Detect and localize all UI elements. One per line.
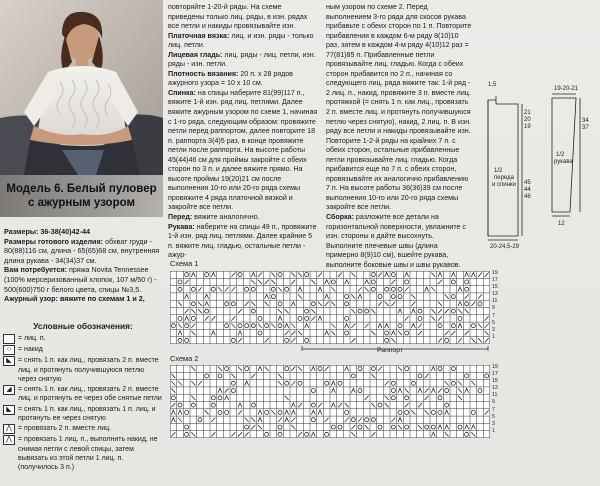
para: Платочная вязка: лиц. и изн. ряды - только лиц. петли. [168, 31, 314, 50]
front-height-label: 44 [524, 187, 531, 193]
front-top-label: 1,5 [488, 82, 497, 88]
legend-symbol: ◣ [3, 356, 15, 366]
pattern-note: Ажурный узор: вяжите по схемам 1 и 2, [4, 294, 145, 304]
sleeve-bottom-label: 12 [558, 221, 565, 227]
legend [3, 322, 163, 474]
para: Плотность вязания: 20 п. x 28 рядов ажурного узора = 10 x 10 см. [168, 69, 293, 88]
caption-line-2: с ажурным узором [28, 197, 135, 209]
para: ным узором по схеме 2. Перед выполнением 3-го ряда для скосов рукава прибавьте с обеих сторон по 1 п. Повторите прибавления в каждом 6-м ряду 8(10)10 раз, затем в каждом 4-м ряду 4(10)12 раз = 77(81)85 п. Прибавленные петли провязывайте лиц. гладью. Когда с обеих сторон прибавится по 2 п., начиная со следующего лиц. ряда вяжите так: 1-й ряд - 2 лиц. п., накид, провяжите 3 п. вместе лиц. протяжкой (= снять 1 п. как лиц., провязать 2 п. вместе лиц. и протянуть получившуюся петлю через снятую), накид, 2 лиц. п. В изн. ряду все петли и накиды провязывайте изн. Повторите 1-2-й ряды на крайних 7 п. с обеих сторон, остальные прибавленные петли провязывайте лиц. гладью. Когда прибавится еще по 7 п. с обеих сторон, провязывайте их аналогично прибавлению 7 п. На высоте работы 36(36)39 см после выполнения 10-го или 20-го ряда схемы закройте все петли. [326, 3, 472, 212]
schema-1-row-numbers: 19 17 15 13 11 9 7 5 3 1 [492, 270, 498, 340]
front-label: и спинки [492, 182, 516, 188]
legend-symbol: ⋀ [3, 424, 15, 434]
sleeve-top-label: 19-20-21 [554, 86, 579, 92]
para: повторяйте 1-20-й ряды. На схеме приведены только лиц. ряды, в изн. рядах все петли и накиды провязывайте изн. [168, 3, 308, 31]
schema-2-chart [170, 365, 490, 438]
legend-symbol: ◣ [3, 405, 15, 415]
caption-line-1: Модель 6. Белый пуловер [6, 183, 157, 195]
front-side-label: 19 [524, 124, 531, 130]
measurement-diagram [478, 60, 598, 250]
model-caption [0, 175, 163, 217]
schema-2-row-numbers: 19 17 15 13 11 9 7 5 3 1 [492, 364, 498, 434]
front-height-label: 46 [524, 194, 531, 200]
legend-symbol [3, 334, 15, 344]
legend-symbol: ⋀ [3, 435, 15, 445]
instructions-column-2 [168, 3, 318, 261]
legend-item: ◢ = снять 1 п. как лиц., провязать 2 п. вместе лиц. и протянуть ее через обе снятые петли [3, 385, 163, 404]
legend-item: ◣ = снять 1 п. как лиц., провязать 2 п. вместе лиц. и протянуть получившуюся петлю через снятую [3, 356, 163, 384]
sleeve-side-label: 34 [582, 118, 589, 124]
legend-title: Условные обозначения: [33, 321, 133, 331]
front-side-label: 21 [524, 110, 531, 116]
front-piece-outline [488, 100, 518, 236]
schema-2-title: Схема 2 [170, 354, 199, 363]
rapport-label: Раппорт [377, 347, 403, 354]
measures: Размеры готового изделия: обхват груди - 80(88)116 см, длина - 65(65)68 см, внутренняя длина рукава - 34(34)37 см. [4, 236, 160, 265]
front-bottom-label: 20-24,5-29 [490, 244, 520, 250]
photo-illustration [0, 0, 163, 175]
legend-item: ◣ = снять 1 п. как лиц., провязать 1 п. лиц. и протянуть ее через снятую [3, 405, 163, 424]
schema-1-title: Схема 1 [170, 259, 199, 268]
para: Лицевая гладь: лиц. ряды - лиц. петли, изн. ряды - изн. петли. [168, 50, 316, 69]
legend-symbol: ◢ [3, 385, 15, 395]
para: Перед: вяжите аналогично. [168, 213, 260, 222]
sleeve-label: рукава [554, 159, 573, 165]
para: Рукава: наберите на спицы 49 п., провяжите 1-й изн. ряд лиц. петлями. Далее крайние 5 п. вяжите лиц. гладью, остальные петли - ажур- [168, 222, 317, 260]
front-side-label: 20 [524, 117, 531, 123]
para: Сборка: разложите все детали на горизонтальной поверхности, увлажните с изн. стороны и дайте высохнуть. Выполните плечевые швы (длина примерно 8(9)10 см), вшейте рукава, выполните боковые швы и швы рукавов. [326, 213, 466, 269]
legend-item: = лиц. п. [3, 334, 163, 344]
specs-block [4, 227, 164, 304]
front-label: переда [494, 175, 514, 181]
legend-item: ⋀ = провязать 2 п. вместе лиц. [3, 424, 163, 434]
schema-1-chart [170, 271, 490, 344]
sleeve-side-label: 37 [582, 125, 589, 131]
legend-symbol: ○ [3, 345, 15, 355]
front-label: 1/2 [494, 168, 503, 174]
sizes: Размеры: 36-38(40)42-44 [4, 227, 90, 236]
materials: Вам потребуется: пряжа Novita Tennessee (100% мерсеризованный хлопок, 107 м/50 г) - 500(600)750 г белого цвета, спицы №3,5. [4, 265, 157, 294]
para: Спинка: на спицы наберите 81(99)117 п., вяжите 1-й изн. ряд лиц. петлями. Далее вяжите ажурным узором по схеме 1, начиная с 1-го ряда, следующим образом: провяжите петли перед раппортом, далее повторите 18 п. раппорта 3(4)5 раз, в конце провяжите петли после раппорта. На высоте работы 45(44)46 см для проймы закройте с обеих сторон по 3 п. и далее вяжите прямо. На высоте проймы 19(20)21 см после выполнения 10-го или 20-го ряда схемы провяжите 4 ряда платочной вязкой и закройте все петли. [168, 88, 318, 212]
instructions-column-3 [326, 3, 472, 270]
legend-item: ○ = накид [3, 345, 163, 355]
model-photo [0, 0, 163, 175]
front-height-label: 45 [524, 180, 531, 186]
sleeve-label: 1/2 [556, 152, 565, 158]
legend-item: ⋀ = провязать 1 лиц. п., выполнить накид, не снимая петли с левой спицы, затем вывязать из этой петли 1 лиц. п. (получилось 3 п.) [3, 435, 163, 472]
